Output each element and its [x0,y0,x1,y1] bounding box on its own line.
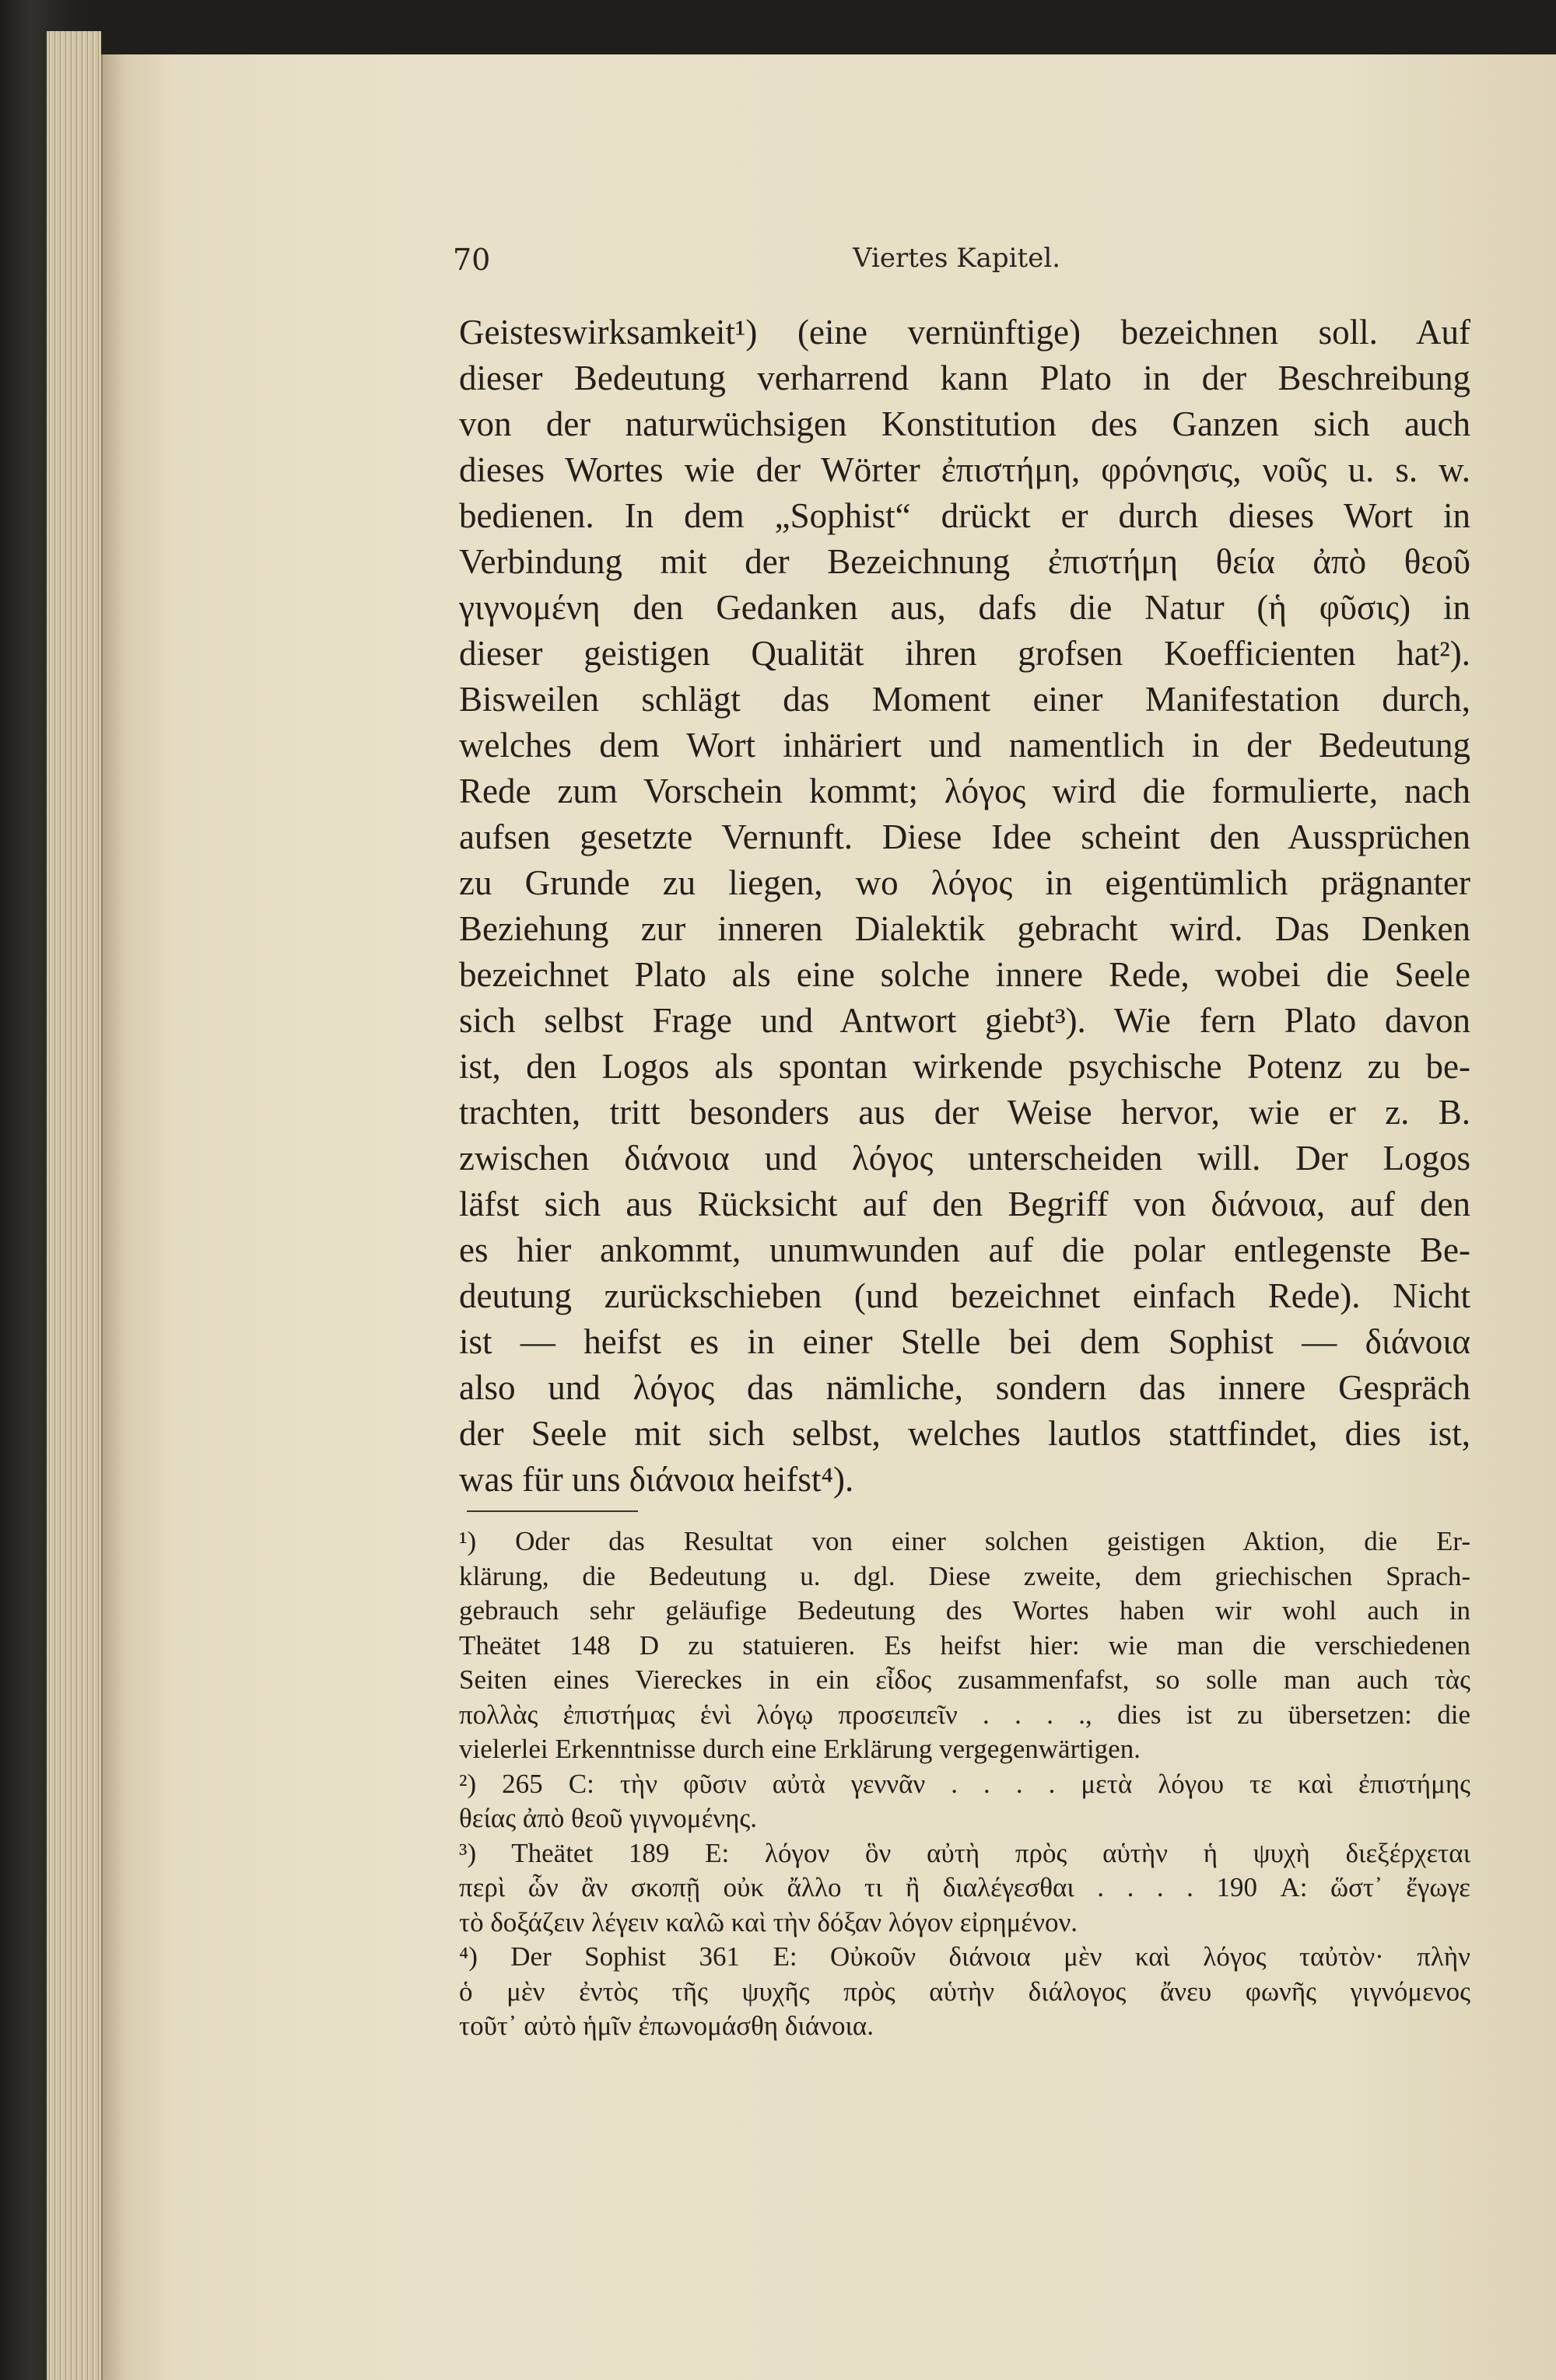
footnote-line: gebrauch sehr geläufige Bedeutung des Wortes haben wir wohl auch in [459,1595,1470,1626]
text-line: dieses Wortes wie der Wörter ἐπιστήμη, φρόνησις, νοῦς u. s. w. [459,450,1470,489]
text-line: also und λόγος das nämliche, sondern das innere Gespräch [459,1368,1470,1407]
text-line: zu Grunde zu liegen, wo λόγος in eigentümlich prägnanter [459,863,1470,902]
text-line: deutung zurückschieben (und bezeichnet einfach Rede). Nicht [459,1276,1470,1315]
footnote-line: ὁ μὲν ἐντὸς τῆς ψυχῆς πρὸς αὑτὴν διάλογος ἄνευ φωνῆς γιγνόμενος [459,1976,1470,2007]
text-line: Beziehung zur inneren Dialektik gebracht wird. Das Denken [459,909,1470,948]
text-line: ist — heifst es in einer Stelle bei dem Sophist — διάνοια [459,1322,1470,1361]
text-line: von der naturwüchsigen Konstitution des Ganzen sich auch [459,404,1470,443]
text-line: Geisteswirksamkeit¹) (eine vernünftige) bezeichnen soll. Auf [459,313,1470,352]
text-line: zwischen διάνοια und λόγος unterscheiden will. Der Logos [459,1139,1470,1178]
text-line: dieser geistigen Qualität ihren grofsen Koefficienten hat²). [459,634,1470,673]
body-text [459,310,1470,1503]
footnotes [459,1524,1470,2044]
footnote-rule [467,1510,638,1512]
text-line: dieser Bedeutung verharrend kann Plato in der Beschreibung [459,359,1470,397]
text-line: Bisweilen schlägt das Moment einer Manifestation durch, [459,680,1470,719]
footnote-line: Seiten eines Viereckes in ein εἶδος zusammenfafst, so solle man auch τὰς [459,1664,1470,1695]
text-line: der Seele mit sich selbst, welches lautlos stattfindet, dies ist, [459,1414,1470,1453]
text-line: ist, den Logos als spontan wirkende psychische Potenz zu be- [459,1047,1470,1086]
text-line: bezeichnet Plato als eine solche innere Rede, wobei die Seele [459,955,1470,994]
text-line: Verbindung mit der Bezeichnung ἐπιστήμη θεία ἀπὸ θεοῦ [459,542,1470,581]
footnote-line: ⁴) Der Sophist 361 E: Οὐκοῦν διάνοια μὲν καὶ λόγος ταὐτὸν· πλὴν [459,1941,1470,1972]
text-line: was für uns διάνοια heifst⁴). [459,1460,854,1499]
text-line: Rede zum Vorschein kommt; λόγος wird die formulierte, nach [459,772,1470,810]
footnote-line: ²) 265 C: τὴν φῦσιν αὐτὰ γεννᾶν . . . . μετὰ λόγου τε καὶ ἐπιστήμης [459,1768,1470,1799]
footnote-line: klärung, die Bedeutung u. dgl. Diese zweite, dem griechischen Sprach- [459,1560,1470,1591]
text-line: aufsen gesetzte Vernunft. Diese Idee scheint den Aussprüchen [459,817,1470,856]
footnote-line: ¹) Oder das Resultat von einer solchen geistigen Aktion, die Er- [459,1526,1470,1556]
text-line: trachten, tritt besonders aus der Weise hervor, wie er z. B. [459,1093,1470,1132]
text-line: es hier ankommt, unumwunden auf die polar entlegenste Be- [459,1230,1470,1269]
text-line: γιγνομένη den Gedanken aus, dafs die Natur (ἡ φῦσις) in [459,588,1470,627]
page-edges [47,31,101,2380]
footnote-line: θείας ἀπὸ θεοῦ γιγνομένης. [459,1803,758,1833]
footnote-line: τοῦτ᾽ αὐτὸ ἡμῖν ἐπωνομάσθη διάνοια. [459,2011,874,2041]
footnote-line: περὶ ὧν ἂν σκοπῇ οὐκ ἄλλο τι ἢ διαλέγεσθαι . . . . 190 A: ὥστ᾽ ἔγωγε [459,1872,1470,1902]
text-line: welches dem Wort inhäriert und namentlich in der Bedeutung [459,726,1470,765]
footnote-line: Theätet 148 D zu statuieren. Es heifst hier: wie man die verschiedenen [459,1629,1470,1661]
running-head: Viertes Kapitel. [853,243,1061,274]
footnote-line: τὸ δοξάζειν λέγειν καλῶ καὶ τὴν δόξαν λόγον εἰρημένον. [459,1906,1078,1937]
text-line: läfst sich aus Rücksicht auf den Begriff von διάνοια, auf den [459,1185,1470,1223]
footnote-line: vielerlei Erkenntnisse durch eine Erklärung vergegenwärtigen. [459,1734,1141,1764]
footnote-line: πολλὰς ἐπιστήμας ἑνὶ λόγῳ προσειπεῖν . . . ., dies ist zu übersetzen: die [459,1699,1470,1730]
footnote-line: ³) Theätet 189 E: λόγον ὃν αὐτὴ πρὸς αὑτὴν ἡ ψυχὴ διεξέρχεται [459,1837,1470,1868]
text-line: sich selbst Frage und Antwort giebt³). Wie fern Plato davon [459,1001,1470,1040]
text-line: bedienen. In dem „Sophist“ drückt er durch dieses Wort in [459,496,1470,535]
page-number: 70 [453,243,491,277]
